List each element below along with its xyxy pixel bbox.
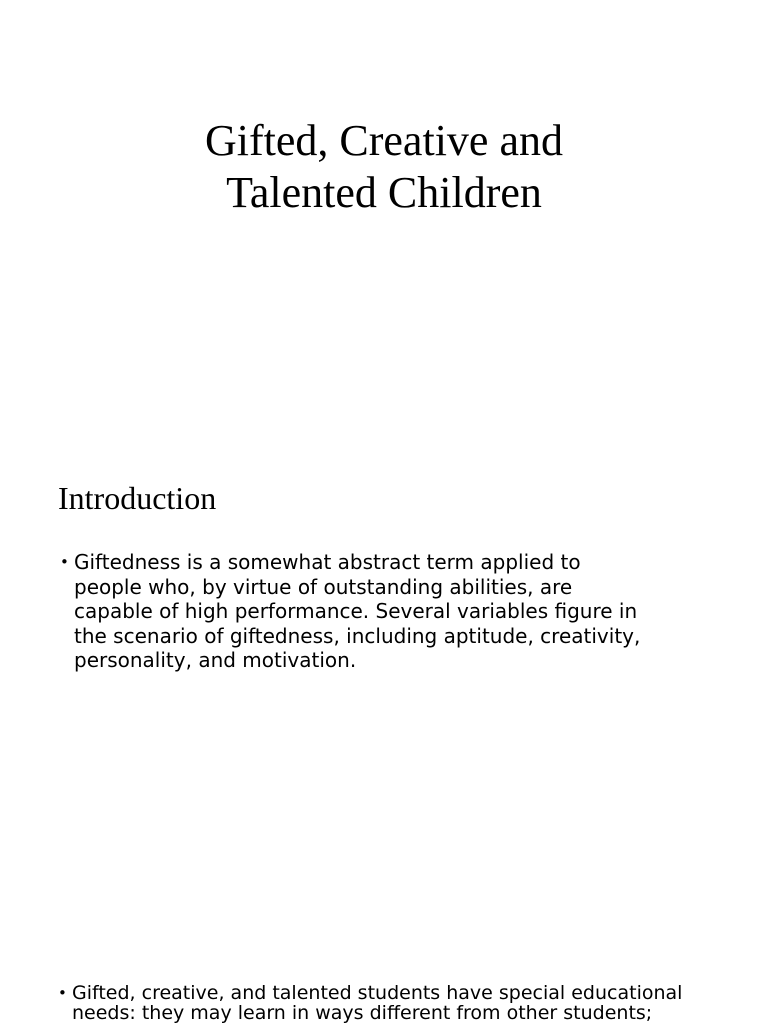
title-slide — [0, 0, 768, 430]
bullet-icon: • — [58, 984, 67, 1002]
bullet-item — [58, 983, 758, 1023]
bullet-list — [60, 550, 750, 673]
title-line: Gifted, Creative and — [205, 116, 563, 165]
bullet-text-line: Gifted, creative, and talented students have special educational — [72, 982, 683, 1004]
students-slide — [0, 950, 768, 1024]
presentation-title — [0, 115, 768, 219]
introduction-slide — [0, 430, 768, 950]
bullet-text-line: capable of high performance. Several variables figure in — [74, 599, 638, 623]
bullet-icon: • — [60, 553, 69, 571]
bullet-text-line: personality, and motivation. — [74, 648, 357, 672]
bullet-list — [58, 983, 758, 1023]
bullet-text-line: needs: they may learn in ways different from other students; — [72, 1002, 653, 1024]
bullet-text-line: Giftedness is a somewhat abstract term applied to — [74, 550, 581, 574]
bullet-text-line: people who, by virtue of outstanding abilities, are — [74, 574, 573, 599]
title-line: Talented Children — [226, 168, 542, 217]
slide-heading: Introduction — [58, 480, 217, 516]
bullet-item — [60, 550, 750, 673]
bullet-text-line: the scenario of giftedness, including aptitude, creativity, — [74, 623, 641, 648]
